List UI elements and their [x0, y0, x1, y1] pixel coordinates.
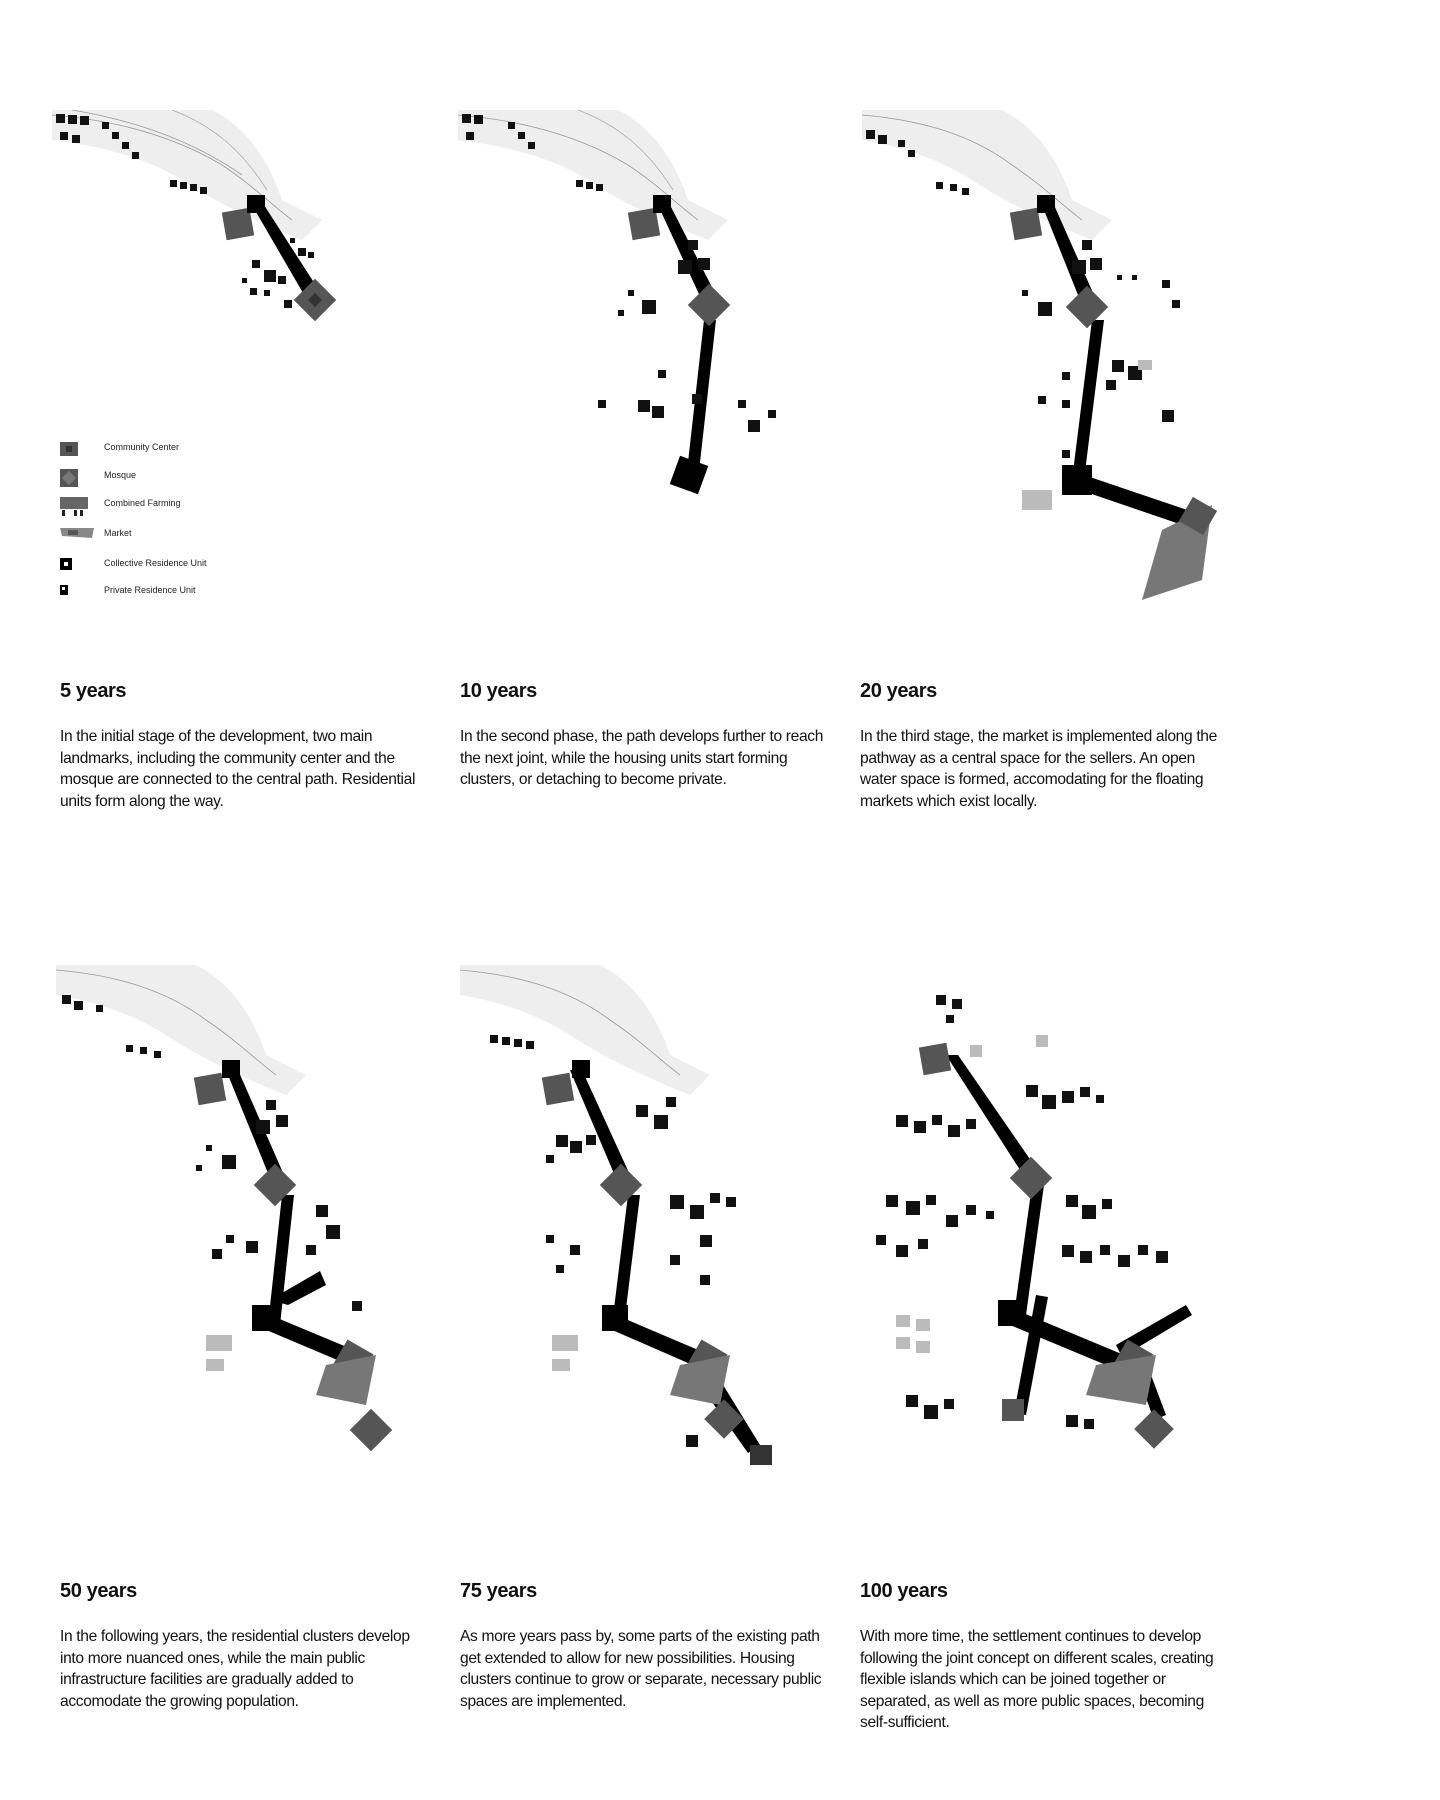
site-plan-75-years: [460, 965, 820, 1465]
phase-title-50-years: 50 years: [60, 1580, 137, 1602]
phase-description-100-years: With more time, the settlement continues to develop following the joint concept on different scales, creating flexible islands which can be joined together or separated, as well as more public spaces, becoming self-sufficient.: [860, 1628, 1214, 1732]
site-plan-50-years: [56, 965, 416, 1465]
mosque-icon: [58, 468, 80, 488]
phase-description-50-years: In the following years, the residential clusters develop into more nuanced ones, while the main public infrastructure facilities are gradually added to accomodate the growing population.: [60, 1628, 410, 1710]
phase-description-75-years: As more years pass by, some parts of the existing path get extended to allow for new possibilities. Housing clusters continue to grow or separate, necessary public spaces are implemented.: [460, 1628, 822, 1710]
clusters: [598, 240, 776, 432]
site-plan-100-years: [866, 975, 1236, 1475]
community-center-icon: [58, 440, 80, 458]
terrain-contour: [458, 110, 728, 240]
central-path: [628, 195, 730, 494]
phase-description-20-years: In the third stage, the market is implemented along the pathway as a central space for the sellers. An open water space is formed, accomodating for the floating markets which exist locally.: [860, 728, 1217, 810]
clusters: [1022, 240, 1180, 458]
farming-plots: [206, 1335, 232, 1371]
terrain-contour: [56, 965, 306, 1095]
legend-label: Combined Farming: [104, 498, 181, 508]
legend-label: Private Residence Unit: [104, 585, 196, 595]
phase-title-20-years: 20 years: [860, 680, 937, 702]
terrain-contour: [862, 110, 1112, 240]
residence-units: [490, 1035, 534, 1049]
site-plan-20-years: [862, 110, 1232, 610]
phase-title-10-years: 10 years: [460, 680, 537, 702]
legend-label: Collective Residence Unit: [104, 558, 207, 568]
legend-label: Community Center: [104, 442, 180, 452]
central-path: [194, 1060, 392, 1451]
farming-plots: [552, 1335, 578, 1371]
site-plan-10-years: [458, 110, 818, 510]
legend-label: Market: [104, 528, 132, 538]
phase-description-10-years: In the second phase, the path develops further to reach the next joint, while the housing units start forming clusters, or detaching to become private.: [460, 728, 824, 789]
phase-description-5-years: In the initial stage of the development, two main landmarks, including the community center and the mosque are connected to the central path. Residential units form along the way.: [60, 728, 416, 810]
phase-title-75-years: 75 years: [460, 1580, 537, 1602]
collective-residence-icon: [58, 556, 76, 574]
terrain-contour: [52, 110, 322, 240]
phase-title-5-years: 5 years: [60, 680, 127, 702]
market-icon: [58, 526, 96, 542]
combined-farming-icon: [58, 496, 92, 518]
private-residence-icon: [58, 583, 72, 599]
legend-label: Mosque: [104, 470, 137, 480]
site-plan-5-years: [52, 110, 412, 370]
phase-title-100-years: 100 years: [860, 1580, 948, 1602]
